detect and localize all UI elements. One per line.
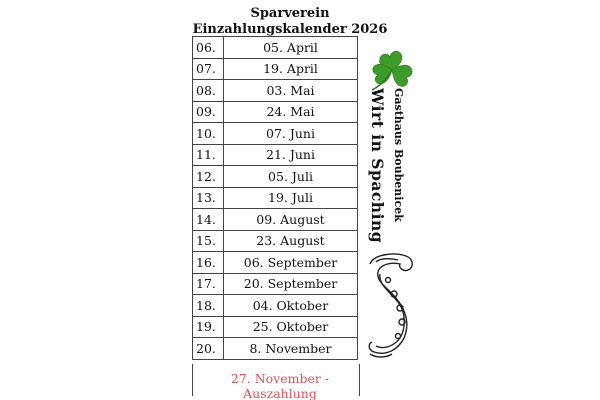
row-date: 8. November	[224, 338, 358, 360]
row-date: 19. April	[224, 58, 358, 80]
table-row	[193, 166, 358, 188]
row-number: 12.	[193, 166, 224, 188]
four-leaf-clover-icon	[366, 48, 418, 92]
table-row	[193, 230, 358, 252]
table-row	[193, 101, 358, 123]
row-number: 15.	[193, 230, 224, 252]
table-row	[193, 316, 358, 338]
table-row	[193, 338, 358, 360]
row-number: 11.	[193, 144, 224, 166]
table-row	[193, 123, 358, 145]
row-date: 05. April	[224, 37, 358, 59]
row-number: 19.	[193, 316, 224, 338]
row-date: 24. Mai	[224, 101, 358, 123]
row-date: 05. Juli	[224, 166, 358, 188]
row-date: 23. August	[224, 230, 358, 252]
row-date: 07. Juni	[224, 123, 358, 145]
row-number: 17.	[193, 273, 224, 295]
row-number: 16.	[193, 252, 224, 274]
restaurant-label: Gasthaus Boubenicek	[392, 88, 405, 222]
row-number: 14.	[193, 209, 224, 231]
deposit-calendar-table	[192, 36, 358, 360]
table-row	[193, 37, 358, 59]
row-number: 09.	[193, 101, 224, 123]
table-row	[193, 187, 358, 209]
row-number: 08.	[193, 80, 224, 102]
row-number: 20.	[193, 338, 224, 360]
calendar-title: Einzahlungskalender 2026	[192, 22, 388, 37]
row-number: 10.	[193, 123, 224, 145]
row-number: 07.	[193, 58, 224, 80]
club-title: Sparverein	[250, 6, 330, 21]
table-row	[193, 295, 358, 317]
payout-date: 27. November - Auszahlung	[230, 371, 330, 400]
decorative-s-ornament-icon	[364, 250, 416, 362]
row-date: 20. September	[224, 273, 358, 295]
row-number: 06.	[193, 37, 224, 59]
row-date: 06. September	[224, 252, 358, 274]
table-row	[193, 144, 358, 166]
row-date: 19. Juli	[224, 187, 358, 209]
row-number: 18.	[193, 295, 224, 317]
table-row	[193, 209, 358, 231]
restaurant-name: Wirt in Spaching	[368, 88, 387, 244]
table-row	[193, 252, 358, 274]
row-date: 09. August	[224, 209, 358, 231]
row-date: 21. Juni	[224, 144, 358, 166]
row-date: 04. Oktober	[224, 295, 358, 317]
table-row	[193, 273, 358, 295]
table-row	[193, 58, 358, 80]
table-row	[193, 80, 358, 102]
row-number: 13.	[193, 187, 224, 209]
row-date: 03. Mai	[224, 80, 358, 102]
row-date: 25. Oktober	[224, 316, 358, 338]
